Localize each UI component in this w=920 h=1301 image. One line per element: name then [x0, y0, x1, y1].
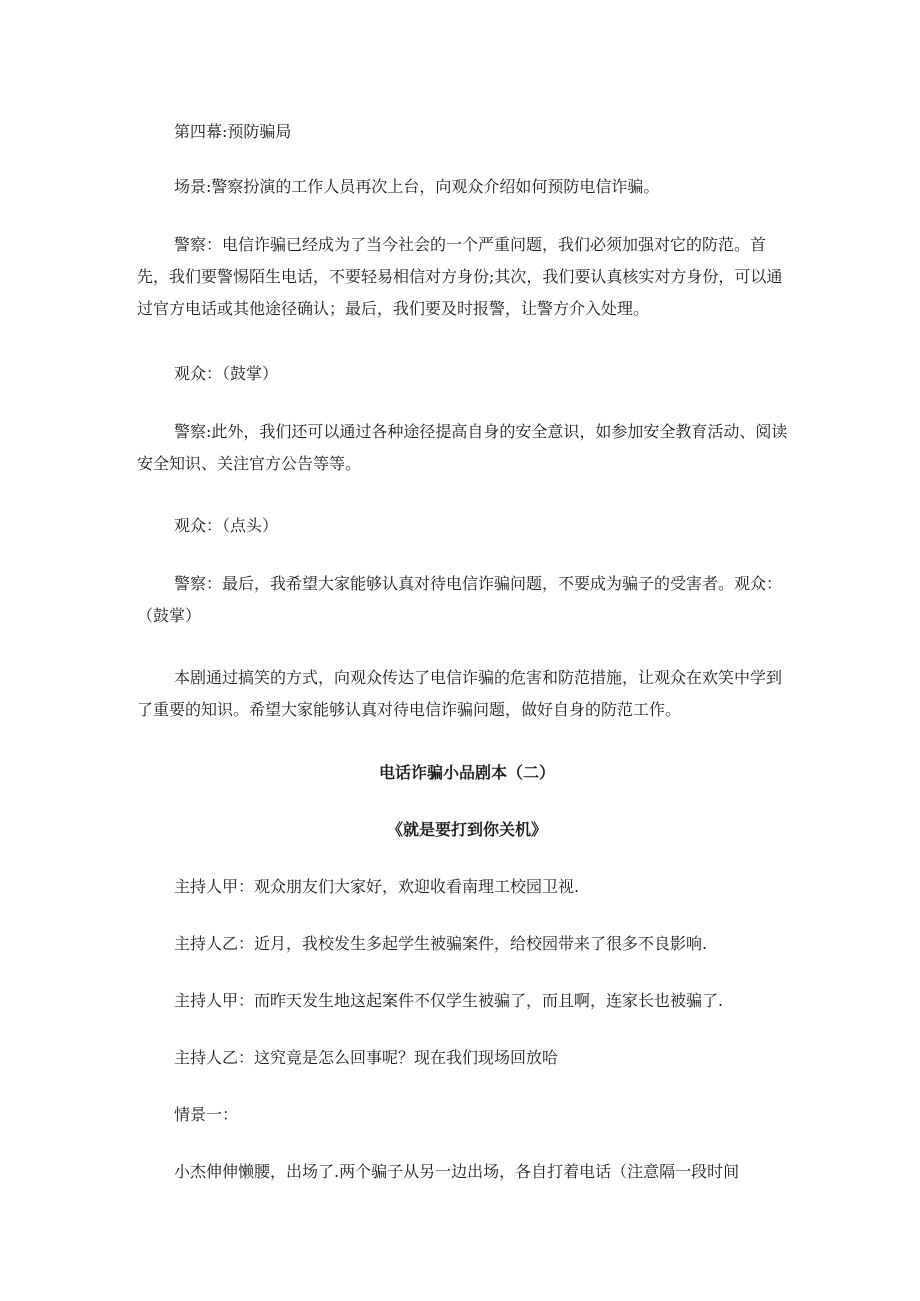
act-heading: 第四幕:预防骗局 [174, 122, 292, 141]
summary-paragraph: 本剧通过搞笑的方式，向观众传达了电信诈骗的危害和防范措施，让观众在欢笑中学到了重要的知识。希望大家能够认真对待电信诈骗问题，做好自身的防范工作。 [137, 668, 783, 719]
audience-reaction-2: 观众：（点头） [174, 516, 279, 535]
scene-one-heading: 情景一： [174, 1105, 239, 1124]
police-speech-3: 警察：最后，我希望大家能够认真对待电信诈骗问题，不要成为骗子的受害者。观众：（鼓掌） [137, 574, 783, 625]
host-b-line-1: 主持人乙：近月，我校发生多起学生被骗案件，给校园带来了很多不良影响. [174, 934, 708, 953]
host-a-line-2: 主持人甲：而昨天发生地这起案件不仅学生被骗了，而且啊，连家长也被骗了. [174, 991, 724, 1010]
script-title: 电话诈骗小品剧本（二） [378, 763, 555, 782]
police-speech-1: 警察：电信诈骗已经成为了当今社会的一个严重问题，我们必须加强对它的防范。首先，我们要警惕陌生电话，不要轻易相信对方身份;其次，我们要认真核实对方身份，可以通过官方电话或其他途径确认；最后，我们要及时报警，让警方介入处理。 [137, 235, 783, 318]
scene-one-description: 小杰伸伸懒腰，出场了.两个骗子从另一边出场，各自打着电话（注意隔一段时间 [174, 1162, 740, 1181]
host-b-line-2: 主持人乙：这究竟是怎么回事呢？现在我们现场回放哈 [174, 1048, 559, 1067]
police-speech-2: 警察:此外，我们还可以通过各种途径提高自身的安全意识，如参加安全教育活动、阅读安全知识、关注官方公告等等。 [137, 422, 788, 473]
host-a-line-1: 主持人甲：观众朋友们大家好，欢迎收看南理工校园卫视. [174, 877, 580, 896]
script-subtitle: 《就是要打到你关机》 [386, 820, 547, 839]
audience-reaction-1: 观众：（鼓掌） [174, 364, 279, 383]
scene-description: 场景:警察扮演的工作人员再次上台，向观众介绍如何预防电信诈骗。 [174, 177, 660, 196]
